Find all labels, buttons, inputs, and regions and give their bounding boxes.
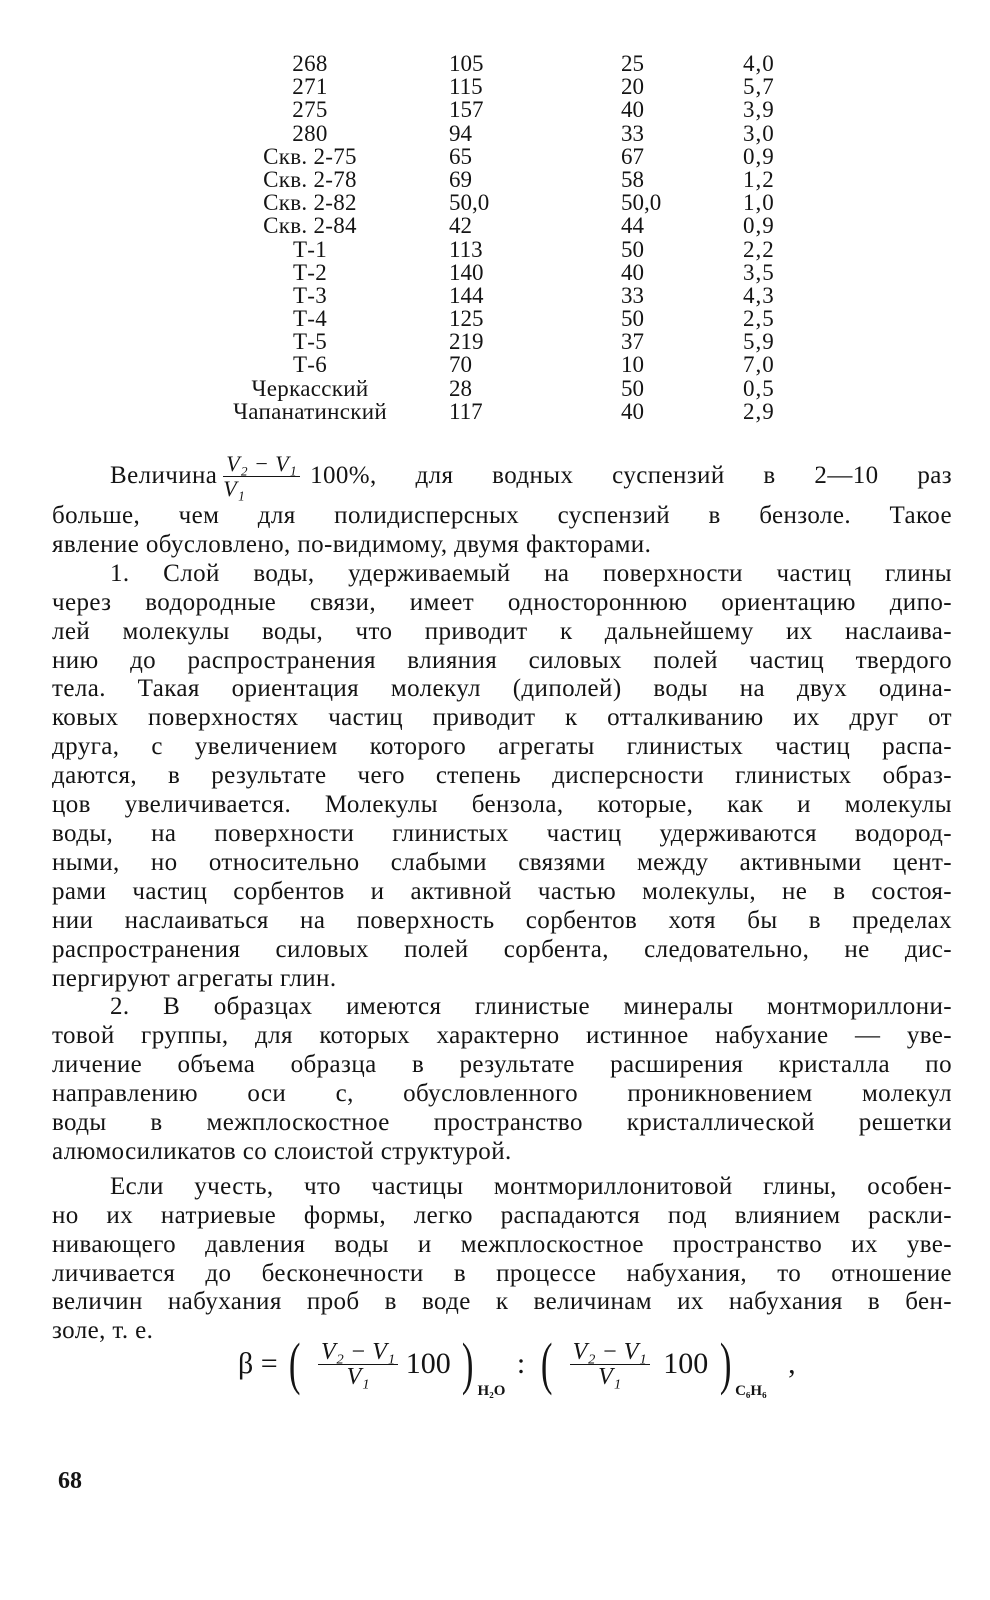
table-row: [205, 168, 805, 191]
value-cell-1: 219: [449, 329, 484, 355]
text-line: направлению оси c, обусловленного проникновением молекул: [52, 1080, 952, 1108]
text-line: ными, но относительно слабыми связями между активными цент-: [52, 848, 952, 876]
text-line: больше, чем для полидисперсных суспензий в бензоле. Такое: [52, 502, 952, 529]
value-cell-3: 4,3: [743, 282, 775, 308]
value-cell-2: 50: [621, 375, 644, 401]
value-cell-3: 3,0: [743, 120, 775, 146]
close-paren-2: ): [719, 1331, 732, 1396]
text-line: 2. В образцах имеются глинистые минералы монтмориллони-: [110, 993, 952, 1021]
table-row: [205, 214, 805, 237]
value-cell-3: 2,5: [743, 306, 775, 332]
value-cell-3: 1,2: [743, 166, 775, 192]
table-row: [205, 75, 805, 98]
fraction-v2-v1: [223, 452, 300, 501]
value-cell-2: 58: [621, 166, 644, 192]
value-cell-2: 10: [621, 352, 644, 378]
formula-num-1: V₂ − V₁: [318, 1340, 398, 1365]
sample-name-cell: Т-5: [292, 329, 328, 355]
value-cell-1: 113: [449, 236, 483, 262]
sample-name-cell: Скв. 2-78: [263, 166, 357, 192]
value-cell-2: 33: [621, 120, 644, 146]
text-line: лей молекулы воды, что приводит к дальнейшему их наслаива-: [52, 617, 952, 645]
text-line: величин набухания проб в воде к величинам их набухания в бен-: [52, 1288, 952, 1316]
beta-symbol: β =: [238, 1347, 278, 1380]
sample-name-cell: Т-3: [292, 282, 328, 308]
subscript-h2o: H₂O: [477, 1382, 506, 1399]
value-cell-3: 5,9: [743, 329, 775, 355]
formula-fraction-1: [318, 1340, 398, 1389]
text-line: тела. Такая ориентация молекул (диполей) воды на двух одина-: [52, 675, 952, 703]
value-cell-3: 0,9: [743, 213, 775, 239]
table-row: [205, 122, 805, 145]
text-line: Если учесть, что частицы монтмориллонитовой глины, особен-: [110, 1172, 952, 1200]
text-line: друга, с увеличением которого агрегаты глинистых частиц распа-: [52, 733, 952, 761]
sample-name-cell: Т-2: [292, 259, 328, 285]
formula-colon: :: [516, 1347, 526, 1380]
close-paren-1: ): [462, 1331, 474, 1396]
sample-name-cell: Черкасский: [251, 375, 369, 401]
text-line: распространения силовых полей сорбента, следовательно, не дис-: [52, 935, 952, 963]
sample-name-cell: 271: [292, 74, 328, 100]
paragraph-first-line: [52, 452, 952, 500]
text-line: цов увеличивается. Молекулы бензола, которые, как и молекулы: [52, 791, 952, 819]
formula-hundred-1: 100: [405, 1347, 451, 1380]
text-line: через водородные связи, имеет одностороннюю ориентацию дипо-: [52, 588, 952, 616]
formula-den-2: V₁: [598, 1363, 622, 1390]
value-cell-2: 67: [621, 143, 644, 169]
sample-name-cell: Т-6: [292, 352, 328, 378]
sample-name-cell: 280: [292, 120, 328, 146]
open-paren-1: (: [289, 1331, 301, 1396]
text-line: нии наслаиваться на поверхность сорбентов хотя бы в пределах: [52, 906, 952, 934]
table-row: [205, 52, 805, 75]
sample-name-cell: 275: [292, 97, 328, 123]
first-line-rest: 100%, для водных суспензий в 2—10 раз: [310, 461, 952, 489]
data-table: [205, 52, 805, 423]
value-cell-3: 3,9: [743, 97, 775, 123]
value-cell-2: 20: [621, 74, 644, 100]
formula-num-2: V₂ − V₁: [570, 1340, 650, 1365]
text-line: личение объема образца в результате расширения кристалла по: [52, 1051, 952, 1079]
sample-name-cell: Скв. 2-75: [263, 143, 357, 169]
text-line: рами частиц сорбентов и активной частью молекулы, не в состоя-: [52, 877, 952, 905]
sample-name-cell: 268: [292, 51, 328, 76]
value-cell-1: 28: [449, 375, 472, 401]
value-cell-2: 40: [621, 259, 644, 285]
value-cell-1: 117: [449, 398, 483, 424]
value-cell-3: 7,0: [743, 352, 775, 378]
text-line: нию до распространения влияния силовых полей частиц твердого: [52, 646, 952, 674]
sample-name-cell: Т-1: [292, 236, 328, 262]
value-cell-1: 50,0: [449, 190, 490, 216]
table-row: [205, 238, 805, 261]
table-row: [205, 191, 805, 214]
text-line: личивается до бесконечности в процессе набухания, то отношение: [52, 1259, 952, 1287]
text-line: явление обусловлено, по-видимому, двумя факторами.: [52, 530, 652, 558]
beta-formula: [238, 1331, 798, 1415]
value-cell-2: 25: [621, 51, 644, 76]
table-row: [205, 307, 805, 330]
value-cell-3: 2,2: [743, 236, 775, 262]
value-cell-3: 0,9: [743, 143, 775, 169]
text-line: золе, т. е.: [52, 1317, 154, 1345]
text-line: алюмосиликатов со слоистой структурой.: [52, 1137, 512, 1165]
value-cell-2: 44: [621, 213, 644, 239]
text-line: 1. Слой воды, удерживаемый на поверхности частиц глины: [110, 559, 952, 587]
text-line: нивающего давления воды и межплоскостное пространство их уве-: [52, 1230, 952, 1258]
sample-name-cell: Чапанатинский: [233, 398, 387, 424]
text-line: даются, в результате чего степень дисперсности глинистых образ-: [52, 762, 952, 790]
value-cell-3: 1,0: [743, 190, 775, 216]
table-row: [205, 98, 805, 121]
page-number: 68: [58, 1468, 82, 1494]
text-line: но их натриевые формы, легко распадаются под влиянием раскли-: [52, 1201, 952, 1229]
value-cell-1: 70: [449, 352, 472, 378]
text-line: воды в межплоскостное пространство кристаллической решетки: [52, 1109, 952, 1137]
sample-name-cell: Скв. 2-82: [263, 190, 357, 216]
value-cell-1: 125: [449, 306, 484, 332]
word-velichina: Величина: [110, 461, 218, 489]
body-text: [52, 502, 952, 1346]
text-line: товой группы, для которых характерно истинное набухание — уве-: [52, 1022, 952, 1050]
value-cell-1: 144: [449, 282, 484, 308]
value-cell-1: 115: [449, 74, 483, 100]
table-row: [205, 145, 805, 168]
table-row: [205, 261, 805, 284]
value-cell-1: 42: [449, 213, 472, 239]
table-row: [205, 400, 805, 423]
value-cell-1: 140: [449, 259, 484, 285]
value-cell-2: 33: [621, 282, 644, 308]
formula-fraction-2: [570, 1340, 650, 1389]
value-cell-1: 94: [449, 120, 472, 146]
value-cell-1: 157: [449, 97, 484, 123]
formula-comma: ,: [788, 1347, 796, 1380]
value-cell-2: 40: [621, 398, 644, 424]
table-row: [205, 284, 805, 307]
subscript-c6h6: C₆H₆: [735, 1382, 767, 1399]
table-row: [205, 377, 805, 400]
value-cell-2: 40: [621, 97, 644, 123]
fraction-numerator: V₂ − V₁: [223, 452, 300, 477]
value-cell-3: 5,7: [743, 74, 775, 100]
value-cell-1: 105: [449, 51, 484, 76]
sample-name-cell: Скв. 2-84: [263, 213, 357, 239]
value-cell-2: 50: [621, 306, 644, 332]
formula-den-1: V₁: [346, 1363, 370, 1390]
value-cell-2: 37: [621, 329, 644, 355]
value-cell-1: 69: [449, 166, 472, 192]
text-line: воды, на поверхности глинистых частиц удерживаются водород-: [52, 819, 952, 847]
value-cell-2: 50,0: [621, 190, 662, 216]
text-line: пергируют агрегаты глин.: [52, 964, 337, 992]
value-cell-1: 65: [449, 143, 472, 169]
text-line: ковых поверхностях частиц приводит к отталкиванию их друг от: [52, 704, 952, 732]
sample-name-cell: Т-4: [292, 306, 328, 332]
formula-hundred-2: 100: [663, 1347, 709, 1380]
value-cell-2: 50: [621, 236, 644, 262]
value-cell-3: 2,9: [743, 398, 775, 424]
open-paren-2: (: [540, 1331, 553, 1396]
table-row: [205, 353, 805, 376]
table-row: [205, 330, 805, 353]
value-cell-3: 4,0: [743, 51, 775, 76]
value-cell-3: 0,5: [743, 375, 775, 401]
value-cell-3: 3,5: [743, 259, 775, 285]
fraction-denominator: V₁: [223, 475, 246, 501]
